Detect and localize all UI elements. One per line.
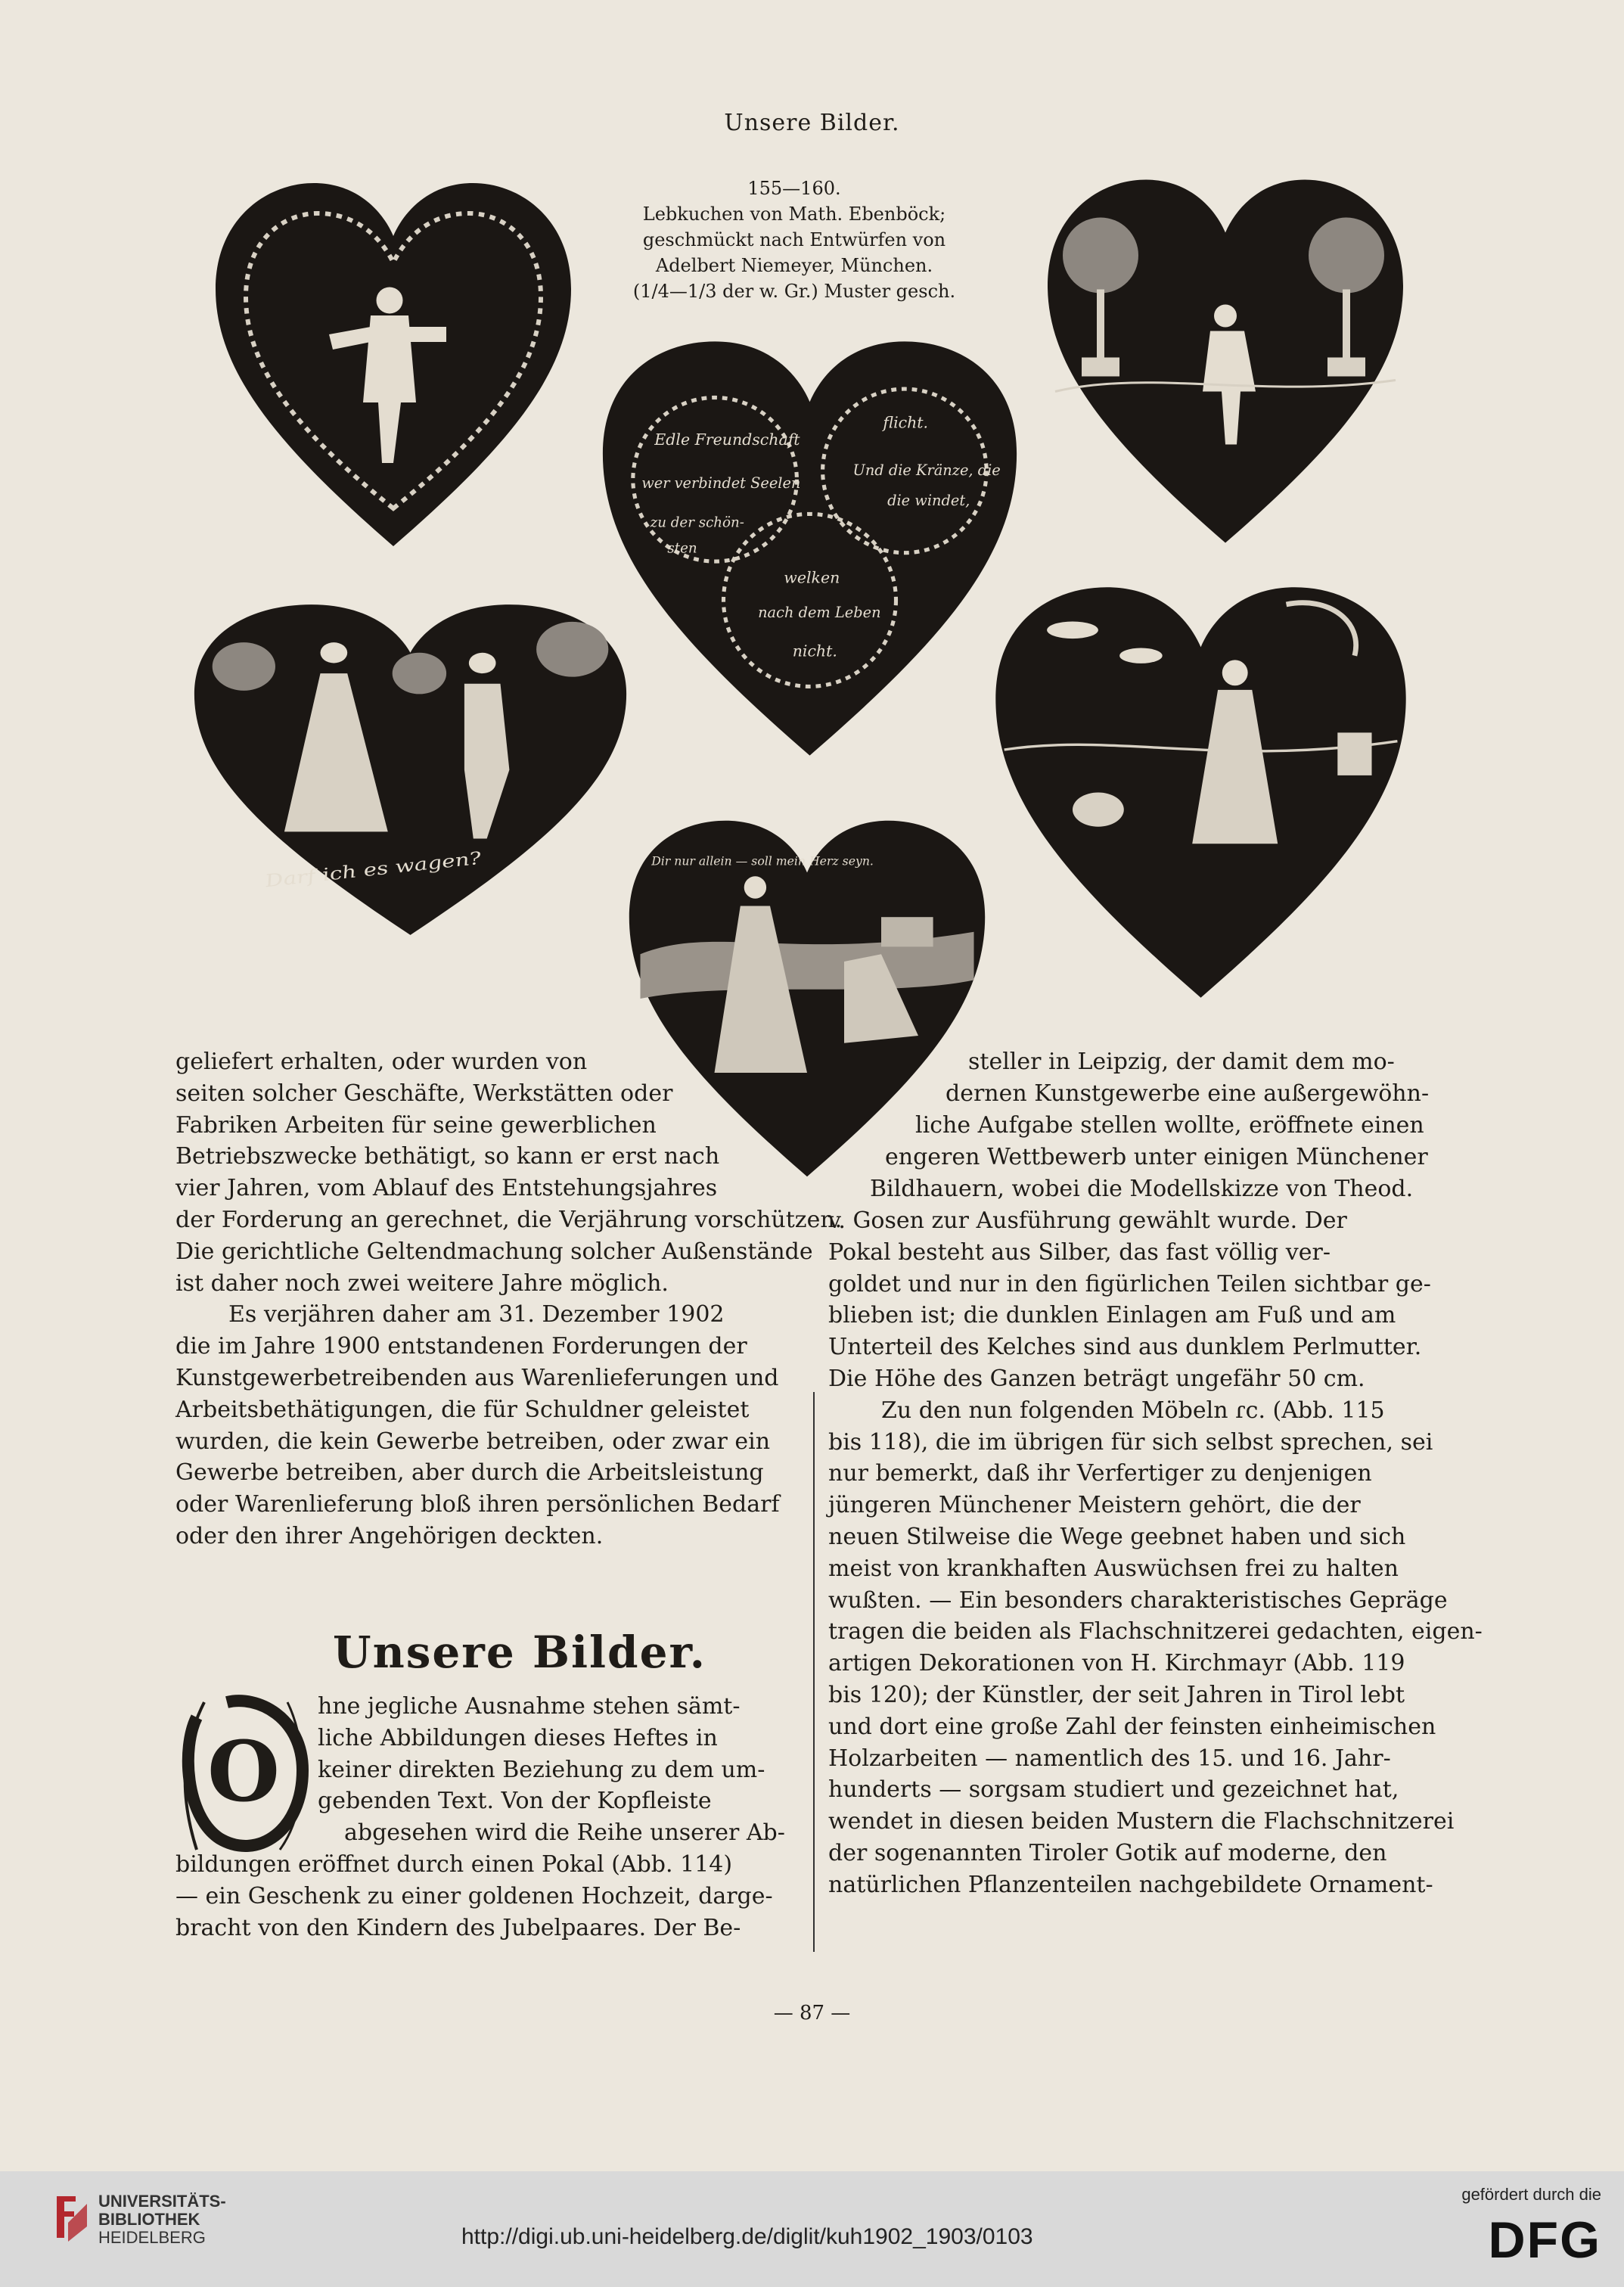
text-line: geliefert erhalten, oder wurden von (175, 1049, 588, 1075)
heart-text: die windet, (887, 492, 970, 509)
caption-line: 155—160. (747, 178, 841, 199)
viewer-footer (0, 2171, 1624, 2287)
gingerbread-heart-pierrot (204, 176, 582, 554)
text-line: vier Jahren, vom Ablauf des Entstehungsjahres (175, 1175, 718, 1202)
text-line: Kunstgewerbetreibenden aus Warenlieferungen und (175, 1364, 779, 1391)
text-line: Die gerichtliche Geltendmachung solcher Außenstände (175, 1238, 813, 1265)
text-line: oder Warenlieferung bloß ihren persönlichen Bedarf (175, 1491, 780, 1518)
text-line: blieben ist; die dunklen Einlagen am Fuß und am (828, 1302, 1396, 1329)
text-line: Es verjähren daher am 31. Dezember 1902 (228, 1301, 725, 1328)
text-line: bis 118), die im übrigen für sich selbst sprechen, sei (828, 1428, 1433, 1456)
text-line: abgesehen wird die Reihe unserer Ab- (344, 1819, 785, 1846)
running-head: Unsere Bilder. (724, 110, 900, 136)
left-column-top (175, 1046, 843, 1552)
text-line: Die Höhe des Ganzen beträgt ungefähr 50 cm. (828, 1365, 1365, 1392)
text-line: v. Gosen zur Ausführung gewählt wurde. Der (828, 1207, 1347, 1234)
text-line: hne jegliche Ausnahme stehen sämt- (318, 1693, 741, 1720)
text-line: meist von krankhaften Auswüchsen frei zu halten (828, 1555, 1399, 1582)
text-line: hunderts — sorgsam studiert und gezeichnet hat, (828, 1776, 1399, 1804)
text-line: jüngeren Münchener Meistern gehört, die der (828, 1492, 1361, 1519)
gingerbread-heart-couple (185, 598, 635, 942)
right-column-top (870, 1173, 1441, 1205)
text-line: liche Aufgabe stellen wollte, eröffnete einen (915, 1112, 1424, 1139)
university-logo-icon[interactable] (53, 2192, 91, 2245)
section-heading: Unsere Bilder. (333, 1627, 706, 1678)
text-line: artigen Dekorationen von H. Kirchmayr (Abb. 119 (828, 1650, 1405, 1677)
text-line: bildungen eröffnet durch einen Pokal (Abb. 114) (175, 1851, 733, 1878)
text-line: oder den ihrer Angehörigen deckten. (175, 1522, 604, 1549)
heart-text: nicht. (792, 642, 837, 660)
text-line: tragen die beiden als Flachschnitzerei gedachten, eigen- (828, 1618, 1483, 1645)
text-line: goldet und nur in den figürlichen Teilen sichtbar ge- (828, 1270, 1431, 1297)
heart-image (983, 579, 1418, 1006)
text-line: — ein Geschenk zu einer goldenen Hochzeit, darge- (175, 1882, 773, 1909)
caption-line: Lebkuchen von Math. Ebenböck; (642, 204, 946, 225)
text-line: ist daher noch zwei weitere Jahre möglich. (175, 1269, 669, 1297)
gingerbread-heart-shepherdess (983, 579, 1418, 1006)
text-line: Holzarbeiten — namentlich des 15. und 16. Jahr- (828, 1745, 1391, 1772)
dropcap-letter: O (207, 1723, 280, 1820)
heart-text: flicht. (883, 413, 929, 432)
right-column-top (968, 1046, 1441, 1078)
text-line: bis 120); der Künstler, der seit Jahren in Tirol lebt (828, 1681, 1405, 1708)
text-line: der Forderung an gerechnet, die Verjährung vorschützen. (175, 1206, 843, 1233)
column-separator (813, 1392, 815, 1952)
text-line: engeren Wettbewerb unter einigen Münchener (885, 1144, 1428, 1170)
text-line: Betriebszwecke bethätigt, so kann er erst nach (175, 1143, 720, 1170)
caption-line: Adelbert Niemeyer, München. (655, 255, 933, 276)
text-line: die im Jahre 1900 entstandenen Forderungen der (175, 1333, 747, 1360)
text-line: wendet in diesen beiden Mustern die Flachschnitzerei (828, 1808, 1455, 1835)
text-line: Arbeitsbethätigungen, die für Schuldner geleistet (175, 1396, 750, 1423)
text-line: bracht von den Kindern des Jubelpaares. Der Be- (175, 1914, 741, 1941)
text-line: wußten. — Ein besonders charakteristisches Gepräge (828, 1586, 1448, 1614)
heart-text: wer verbindet Seelen (641, 474, 801, 493)
text-line: wurden, die kein Gewerbe betreiben, oder zwar ein (175, 1428, 771, 1455)
heart-text: Und die Kränze, die (852, 461, 1001, 480)
text-line: seiten solcher Geschäfte, Werkstätten oder (175, 1080, 673, 1107)
page-number: — 87 — (773, 2002, 851, 2024)
heart-text: Edle Freundschaft (654, 430, 800, 449)
heart-text: welken (784, 568, 840, 587)
sponsor-block[interactable] (1461, 2185, 1601, 2270)
gingerbread-heart-gentleman (1036, 170, 1414, 552)
right-column-top (915, 1110, 1441, 1142)
heart-image (1036, 170, 1414, 552)
heart-image (204, 176, 582, 554)
right-column-body (828, 1205, 1483, 1901)
left-column-para-start (318, 1691, 790, 1817)
text-line: Unterteil des Kelches sind aus dunklem Perlmutter. (828, 1334, 1422, 1361)
text-line: der sogenannten Tiroler Gotik auf moderne, den (828, 1839, 1387, 1866)
text-line: keiner direkten Beziehung zu dem um- (318, 1756, 765, 1783)
university-name-line: BIBLIOTHEK (98, 2210, 200, 2229)
sponsor-label: gefördert durch die (1461, 2185, 1601, 2204)
university-name-line: UNIVERSITÄTS- (98, 2192, 226, 2211)
dfg-logo: DFG (1488, 2211, 1601, 2269)
right-column-top (885, 1142, 1441, 1173)
caption-line: geschmückt nach Entwürfen von (642, 229, 946, 250)
right-column-top (946, 1078, 1441, 1110)
gingerbread-heart-friendship (581, 333, 1039, 764)
decorated-initial (174, 1687, 314, 1865)
text-line: liche Abbildungen dieses Heftes in (318, 1724, 718, 1751)
university-name-line: HEIDELBERG (98, 2228, 206, 2247)
heart-text: zu der schön- (650, 514, 744, 531)
text-line: steller in Leipzig, der damit dem mo- (968, 1049, 1395, 1075)
left-column-para-indent (344, 1817, 790, 1849)
text-line: und dort eine große Zahl der feinsten einheimischen (828, 1713, 1436, 1740)
text-line: Fabriken Arbeiten für seine gewerblichen (175, 1111, 657, 1139)
text-line: nur bemerkt, daß ihr Verfertiger zu denjenigen (828, 1460, 1372, 1487)
permalink-url[interactable]: http://digi.ub.uni-heidelberg.de/diglit/kuh1902_1903/0103 (461, 2224, 1033, 2249)
heart-text: nach dem Leben (758, 604, 881, 622)
heart-image (185, 598, 635, 942)
text-line: Zu den nun folgenden Möbeln ɾc. (Abb. 115 (881, 1397, 1385, 1424)
university-name[interactable] (98, 2192, 226, 2247)
text-line: Pokal besteht aus Silber, das fast völlig ver- (828, 1238, 1331, 1266)
text-line: dernen Kunstgewerbe eine außergewöhn- (946, 1080, 1430, 1107)
text-line: neuen Stilweise die Wege geebnet haben und sich (828, 1523, 1406, 1550)
text-line: natürlichen Pflanzenteilen nachgebildete Ornament- (828, 1871, 1433, 1898)
heart-image (581, 333, 1039, 764)
caption-line: (1/4—1/3 der w. Gr.) Muster gesch. (632, 281, 956, 302)
heart-text: Dir nur allein — soll mein Herz seyn. (651, 853, 874, 869)
heart-text: sten (667, 540, 697, 557)
text-line: Gewerbe betreiben, aber durch die Arbeitsleistung (175, 1459, 764, 1487)
left-column-para-rest (175, 1849, 792, 1944)
text-line: Bildhauern, wobei die Modellskizze von Theod. (870, 1176, 1414, 1202)
figure-caption (605, 176, 983, 304)
heart-text: Darf ich es wagen? (263, 848, 483, 892)
text-line: gebenden Text. Von der Kopfleiste (318, 1788, 712, 1815)
